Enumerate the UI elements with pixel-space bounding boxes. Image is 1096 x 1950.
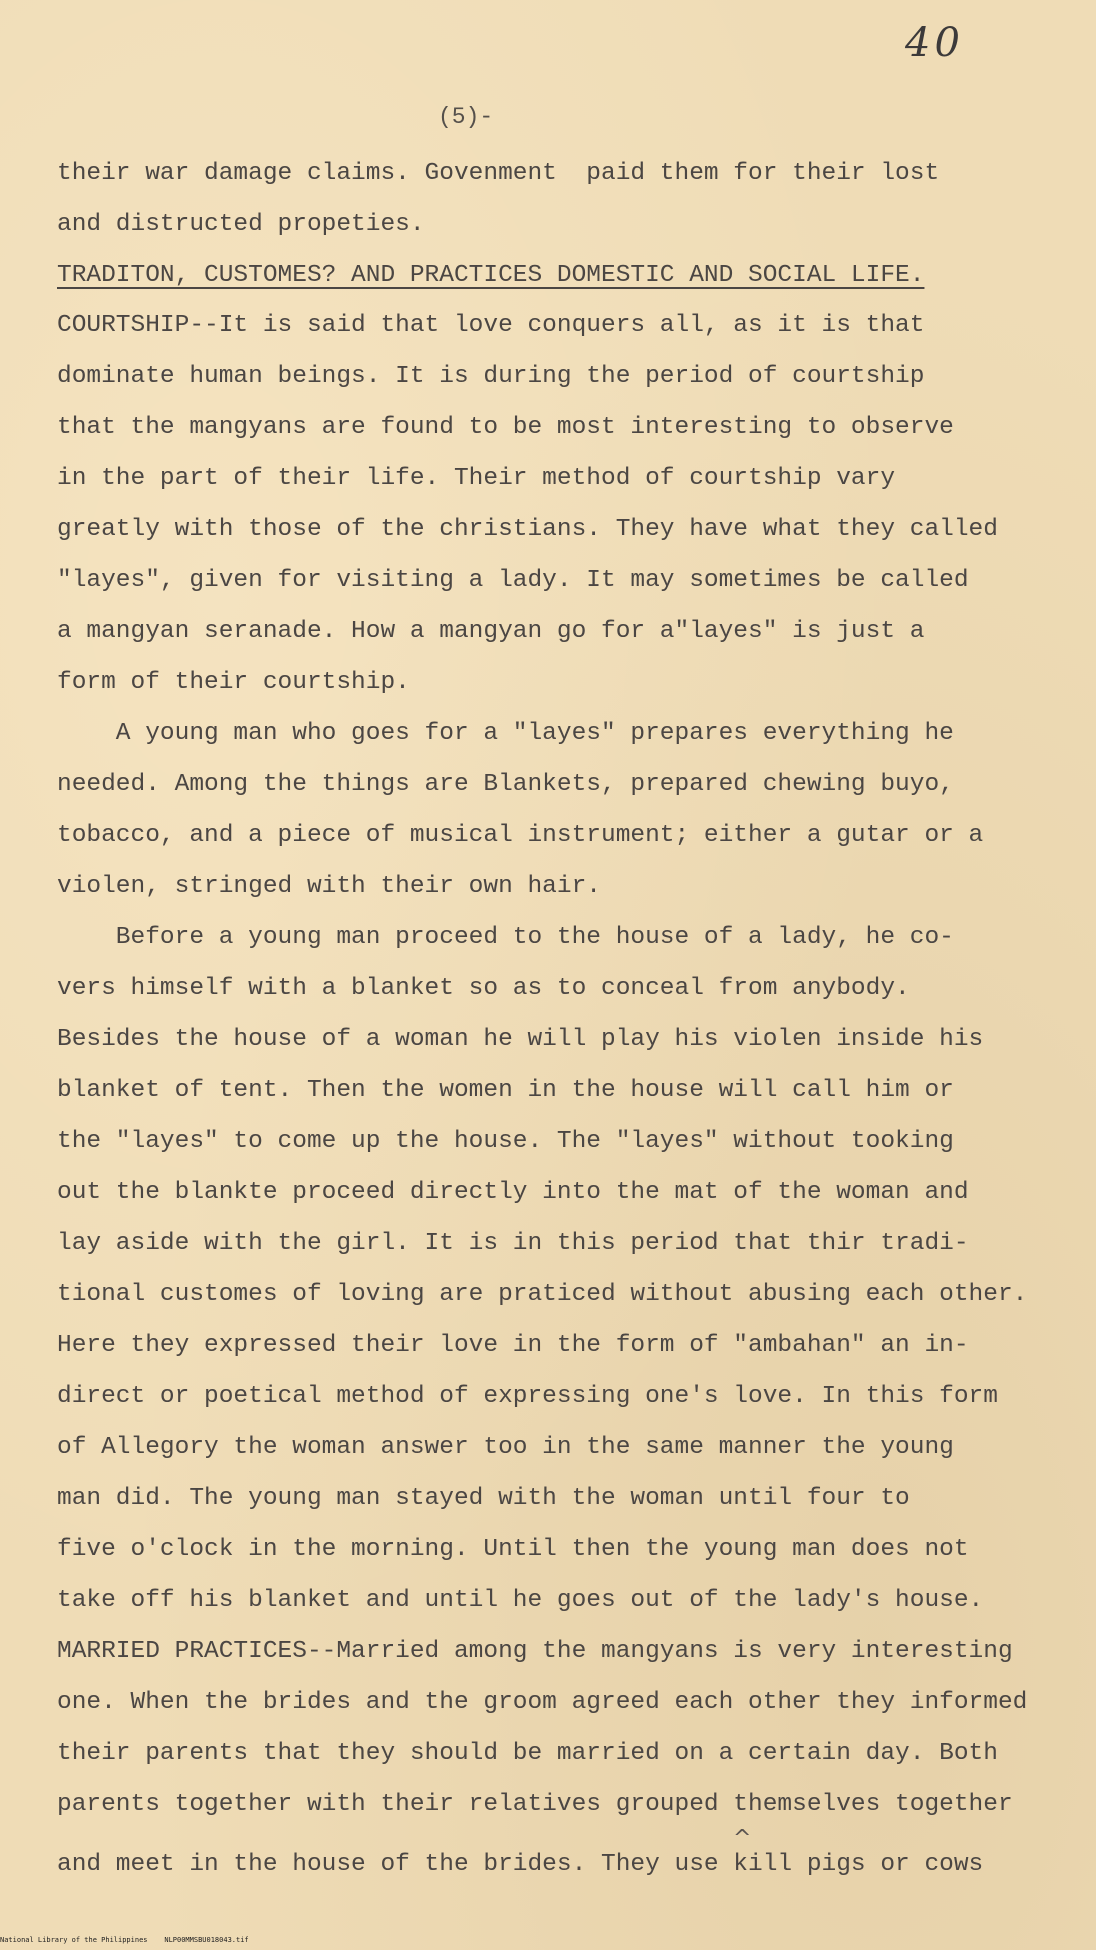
text-line: one. When the brides and the groom agreed each other they informed bbox=[57, 1689, 1028, 1716]
text-line: take off his blanket and until he goes out of the lady's house. bbox=[57, 1587, 984, 1614]
text-line: MARRIED PRACTICES--Married among the mangyans is very interesting bbox=[57, 1638, 1013, 1665]
text-line: A young man who goes for a "layes" prepares everything he bbox=[57, 720, 954, 747]
text-line: needed. Among the things are Blankets, prepared chewing buyo, bbox=[57, 771, 954, 798]
archive-footer: National Library of the Philippines NLP00MMSBU018043.tif bbox=[0, 1936, 249, 1944]
handwritten-page-number: 40 bbox=[905, 20, 964, 66]
text-line: tobacco, and a piece of musical instrument; either a gutar or a bbox=[57, 822, 984, 849]
text-line: and meet in the house of the brides. They use kill pigs or cows bbox=[57, 1851, 984, 1878]
text-line: in the part of their life. Their method of courtship vary bbox=[57, 465, 896, 492]
text-line: five o'clock in the morning. Until then the young man does not bbox=[57, 1536, 969, 1563]
text-line: Before a young man proceed to the house of a lady, he co- bbox=[57, 924, 954, 951]
text-line: "layes", given for visiting a lady. It may sometimes be called bbox=[57, 567, 969, 594]
text-line: out the blankte proceed directly into the mat of the woman and bbox=[57, 1179, 969, 1206]
text-line: Besides the house of a woman he will play his violen inside his bbox=[57, 1026, 984, 1053]
text-line: direct or poetical method of expressing one's love. In this form bbox=[57, 1383, 998, 1410]
section-heading: TRADITON, CUSTOMES? AND PRACTICES DOMESTIC AND SOCIAL LIFE. bbox=[57, 262, 925, 289]
insertion-mark: ^ bbox=[733, 1826, 752, 1851]
typed-page-number: (5)- bbox=[438, 104, 494, 130]
text-line: man did. The young man stayed with the woman until four to bbox=[57, 1485, 910, 1512]
text-line: of Allegory the woman answer too in the same manner the young bbox=[57, 1434, 954, 1461]
text-line: a mangyan seranade. How a mangyan go for a"layes" is just a bbox=[57, 618, 925, 645]
text-line: their parents that they should be married on a certain day. Both bbox=[57, 1740, 998, 1767]
text-line: violen, stringed with their own hair. bbox=[57, 873, 601, 900]
text-line: parents together with their relatives grouped themselves together bbox=[57, 1791, 1013, 1818]
text-line: lay aside with the girl. It is in this period that thir tradi- bbox=[57, 1230, 969, 1257]
text-line: vers himself with a blanket so as to conceal from anybody. bbox=[57, 975, 910, 1002]
text-line: that the mangyans are found to be most interesting to observe bbox=[57, 414, 954, 441]
text-line: blanket of tent. Then the women in the house will call him or bbox=[57, 1077, 954, 1104]
text-line: Here they expressed their love in the form of "ambahan" an in- bbox=[57, 1332, 969, 1359]
text-line: their war damage claims. Govenment paid them for their lost bbox=[57, 160, 940, 187]
text-line: the "layes" to come up the house. The "layes" without tooking bbox=[57, 1128, 954, 1155]
text-line: form of their courtship. bbox=[57, 669, 410, 696]
text-line: dominate human beings. It is during the period of courtship bbox=[57, 363, 925, 390]
text-line: greatly with those of the christians. They have what they called bbox=[57, 516, 998, 543]
text-line: tional customes of loving are praticed without abusing each other. bbox=[57, 1281, 1028, 1308]
text-line: COURTSHIP--It is said that love conquers all, as it is that bbox=[57, 312, 925, 339]
text-line: and distructed propeties. bbox=[57, 211, 425, 238]
